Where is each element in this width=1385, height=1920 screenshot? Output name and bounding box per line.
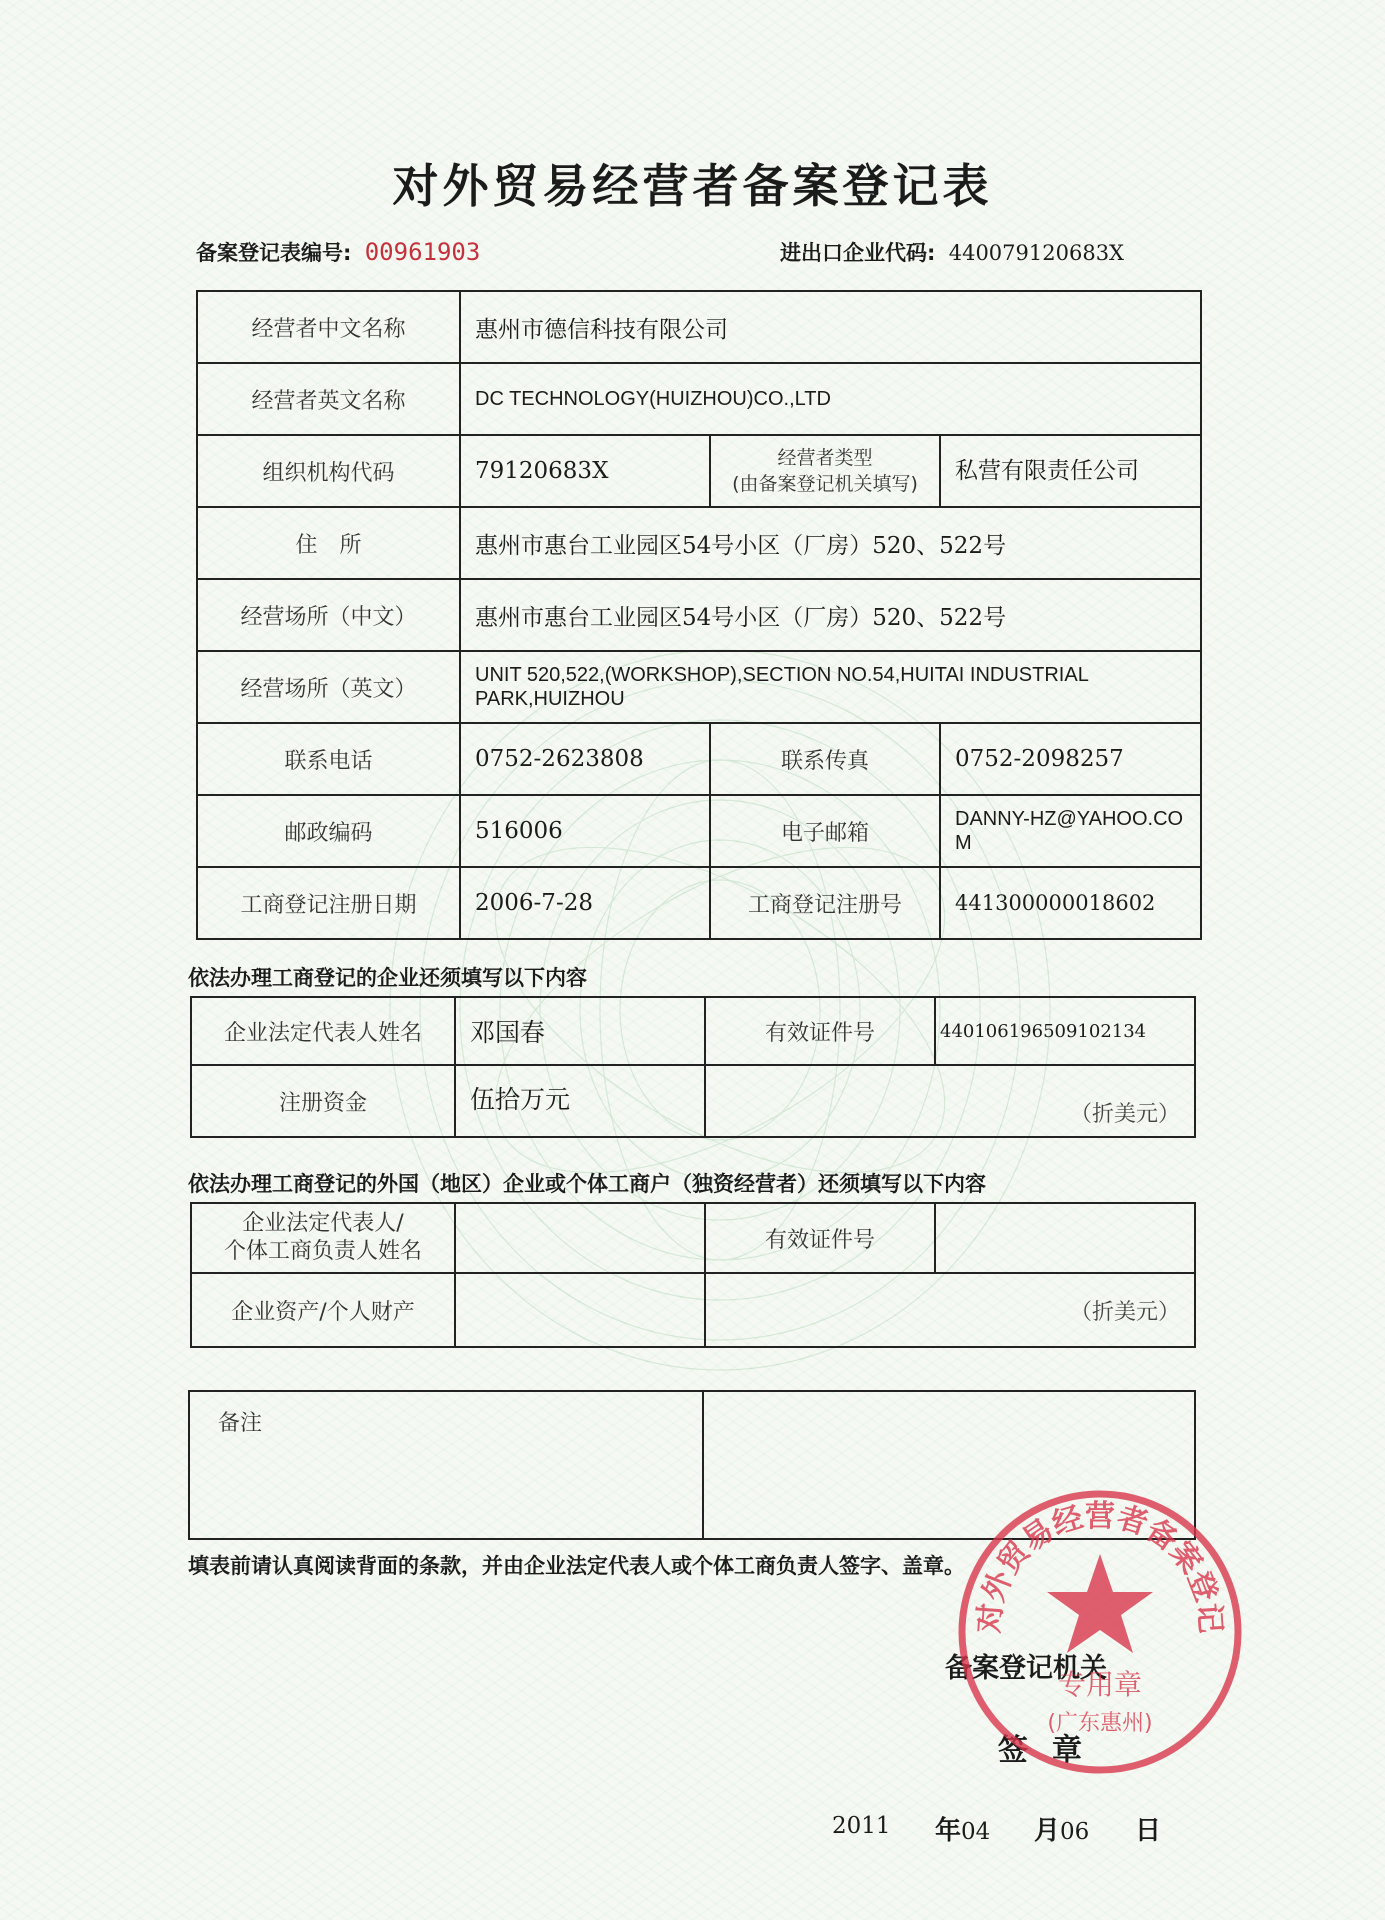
capital-label: 注册资金 xyxy=(191,1065,455,1137)
id-number-value: 440106196509102134 xyxy=(935,997,1195,1065)
main-info-table xyxy=(196,290,1202,940)
operator-type-label-line2: (由备案登记机关填写) xyxy=(732,473,918,495)
svg-text:专用章: 专用章 xyxy=(1057,1668,1143,1701)
assets-value xyxy=(455,1273,705,1347)
operator-type-label xyxy=(710,435,940,507)
serial-number-row xyxy=(196,237,480,267)
date-day-unit: 日 xyxy=(1135,1816,1162,1846)
date-month-unit: 月 xyxy=(1034,1816,1061,1846)
foreign-rep-label-line2: 个体工商负责人姓名 xyxy=(223,1239,422,1264)
reg-no-label: 工商登记注册号 xyxy=(710,867,940,939)
signature-label: 签章 xyxy=(998,1733,1106,1768)
site-cn-label: 经营场所（中文） xyxy=(197,579,460,651)
site-en-label: 经营场所（英文） xyxy=(197,651,460,723)
fax-label: 联系传真 xyxy=(710,723,940,795)
footer-note: 填表前请认真阅读背面的条款，并由企业法定代表人或个体工商负责人签字、盖章。 xyxy=(188,1554,965,1578)
date-month-value: 04 xyxy=(961,1819,991,1845)
authority-label: 备案登记机关 xyxy=(945,1653,1107,1684)
date-day xyxy=(1034,1810,1089,1847)
email-label: 电子邮箱 xyxy=(710,795,940,867)
foreign-rep-value xyxy=(455,1203,705,1273)
phone-label: 联系电话 xyxy=(197,723,460,795)
name-cn-value: 惠州市德信科技有限公司 xyxy=(460,291,1201,363)
date-day-unit-wrap xyxy=(1135,1810,1161,1847)
capital-usd-note: （折美元） xyxy=(705,1065,1195,1137)
date-year-unit: 年 xyxy=(935,1816,962,1846)
assets-label: 企业资产/个人财产 xyxy=(191,1273,455,1347)
document-title: 对外贸易经营者备案登记表 xyxy=(392,159,993,213)
section2-heading: 依法办理工商登记的外国（地区）企业或个体工商户（独资经营者）还须填写以下内容 xyxy=(188,1172,986,1196)
foreign-id-label: 有效证件号 xyxy=(705,1203,935,1273)
foreign-rep-label-line1: 企业法定代表人/ xyxy=(242,1211,404,1236)
section1-heading: 依法办理工商登记的企业还须填写以下内容 xyxy=(188,966,587,990)
operator-type-value: 私营有限责任公司 xyxy=(940,435,1201,507)
foreign-id-value xyxy=(935,1203,1195,1273)
date-year xyxy=(832,1810,891,1840)
fax-value: 0752-2098257 xyxy=(940,723,1201,795)
address-label: 住 所 xyxy=(197,507,460,579)
svg-text:对外贸易经营者备案登记: 对外贸易经营者备案登记 xyxy=(972,1498,1228,1635)
site-en-value: UNIT 520,522,(WORKSHOP),SECTION NO.54,HUITAI INDUSTRIAL PARK,HUIZHOU xyxy=(460,651,1201,723)
reg-date-label: 工商登记注册日期 xyxy=(197,867,460,939)
assets-usd-note: （折美元） xyxy=(705,1273,1195,1347)
operator-type-label-line1: 经营者类型 xyxy=(777,447,873,469)
legal-rep-name: 邓国春 xyxy=(455,997,705,1065)
foreign-rep-label xyxy=(191,1203,455,1273)
date-day-value: 06 xyxy=(1060,1819,1090,1845)
reg-no-value: 441300000018602 xyxy=(940,867,1201,939)
official-seal-icon xyxy=(950,1482,1250,1782)
legal-rep-label: 企业法定代表人姓名 xyxy=(191,997,455,1065)
email-value: DANNY-HZ@YAHOO.COM xyxy=(940,795,1201,867)
section1-table xyxy=(190,996,1196,1138)
postcode-value: 516006 xyxy=(460,795,710,867)
enterprise-code-row xyxy=(780,237,1124,267)
org-code-value: 79120683X xyxy=(460,435,710,507)
capital-value: 伍拾万元 xyxy=(455,1065,705,1137)
date-month xyxy=(935,1810,990,1847)
remarks-label: 备注 xyxy=(189,1391,703,1539)
enterprise-code-label: 进出口企业代码: xyxy=(780,241,936,265)
name-en-value: DC TECHNOLOGY(HUIZHOU)CO.,LTD xyxy=(460,363,1201,435)
name-cn-label: 经营者中文名称 xyxy=(197,291,460,363)
site-cn-value: 惠州市惠台工业园区54号小区（厂房）520、522号 xyxy=(460,579,1201,651)
address-value: 惠州市惠台工业园区54号小区（厂房）520、522号 xyxy=(460,507,1201,579)
postcode-label: 邮政编码 xyxy=(197,795,460,867)
org-code-label: 组织机构代码 xyxy=(197,435,460,507)
section2-table xyxy=(190,1202,1196,1348)
enterprise-code-value: 440079120683X xyxy=(948,241,1124,265)
id-number-label: 有效证件号 xyxy=(705,997,935,1065)
serial-value: 00961903 xyxy=(364,238,481,266)
reg-date-value: 2006-7-28 xyxy=(460,867,710,939)
date-year-value: 2011 xyxy=(832,1813,891,1839)
serial-label: 备案登记表编号: xyxy=(196,241,352,265)
phone-value: 0752-2623808 xyxy=(460,723,710,795)
svg-text:(广东惠州): (广东惠州) xyxy=(1047,1711,1153,1736)
name-en-label: 经营者英文名称 xyxy=(197,363,460,435)
